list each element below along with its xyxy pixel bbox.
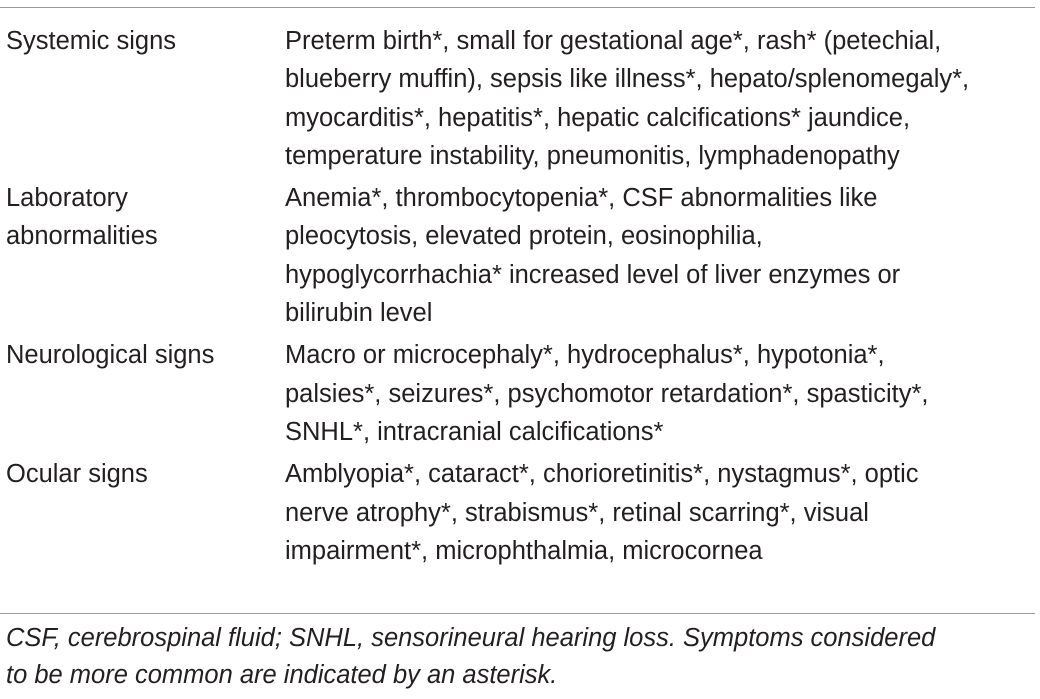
row-label-line: abnormalities <box>6 222 158 251</box>
row-content-line: Amblyopia*, cataract*, chorioretinitis*, nystagmus*, optic <box>285 460 919 489</box>
row-content-line: Macro or microcephaly*, hydrocephalus*, hypotonia*, <box>285 341 885 370</box>
row-content-line: impairment*, microphthalmia, microcornea <box>285 536 763 565</box>
table-top-rule <box>0 7 1035 8</box>
row-content <box>285 179 1036 332</box>
table-row-systemic-signs <box>6 22 1036 175</box>
table-row-laboratory-abnormalities <box>6 179 1036 332</box>
row-content-line: pleocytosis, elevated protein, eosinophilia, <box>285 222 763 251</box>
table-footnote <box>6 620 1038 694</box>
row-content <box>285 336 1036 451</box>
row-label-line: Neurological signs <box>6 341 215 370</box>
footnote-line: CSF, cerebrospinal fluid; SNHL, sensorineural hearing loss. Symptoms considered <box>6 624 936 652</box>
row-content <box>285 22 1036 175</box>
row-label-line: Laboratory <box>6 184 128 213</box>
row-content <box>285 455 1036 570</box>
row-label <box>6 22 285 60</box>
row-content-line: bilirubin level <box>285 299 433 328</box>
row-content-line: palsies*, seizures*, psychomotor retardation*, spasticity*, <box>285 379 929 408</box>
row-label-line: Systemic signs <box>6 27 177 55</box>
row-content-line: blueberry muffin), sepsis like illness*, hepato/splenomegaly*, <box>285 65 970 94</box>
row-label <box>6 455 285 493</box>
row-content-line: nerve atrophy*, strabismus*, retinal scarring*, visual <box>285 498 869 527</box>
row-label <box>6 336 285 374</box>
row-content-line: Preterm birth*, small for gestational age*, rash* (petechial, <box>285 27 942 55</box>
row-content-line: hypoglycorrhachia* increased level of liver enzymes or <box>285 260 901 289</box>
row-content-line: Anemia*, thrombocytopenia*, CSF abnormalities like <box>285 184 878 213</box>
row-content-line: temperature instability, pneumonitis, lymphadenopathy <box>285 141 900 170</box>
footnote-line: to be more common are indicated by an asterisk. <box>6 661 558 689</box>
signs-table <box>6 22 1036 574</box>
row-label <box>6 179 285 256</box>
row-content-line: myocarditis*, hepatitis*, hepatic calcifications* jaundice, <box>285 103 911 132</box>
row-content-line: SNHL*, intracranial calcifications* <box>285 417 664 446</box>
table-row-neurological-signs <box>6 336 1036 451</box>
table-bottom-rule <box>0 613 1035 614</box>
row-label-line: Ocular signs <box>6 460 148 489</box>
table-row-ocular-signs <box>6 455 1036 570</box>
